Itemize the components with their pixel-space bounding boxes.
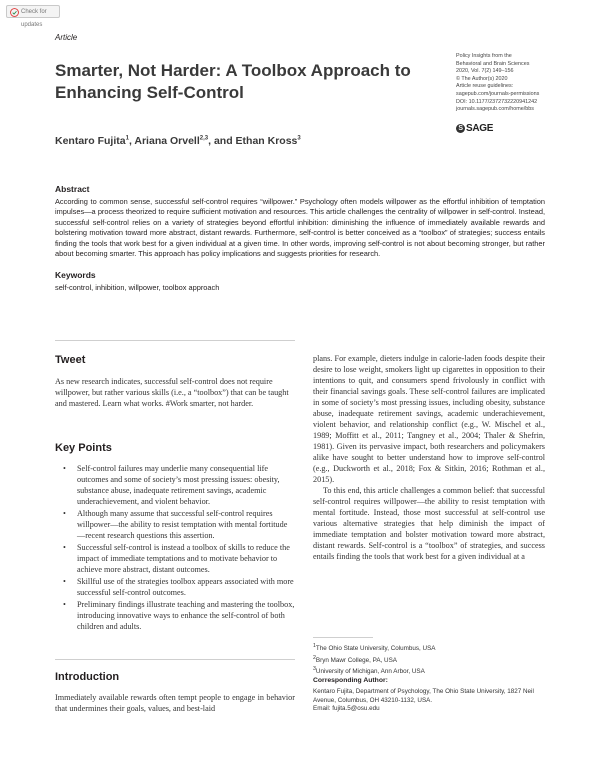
- section-divider: [55, 340, 295, 341]
- keywords-text: self-control, inhibition, willpower, toolbox approach: [55, 283, 220, 292]
- abstract-text: According to common sense, successful self-control requires “willpower.” Psychology often models willpower as the effortful inhibition of temptation impulses—a process theorized to require sufficient motivation and resources. This article challenges the centrality of willpower in self-control. Instead, successful self-control relies on a variety of strategies beyond effortful inhibition: diminishing the influence of immediately available rewards and bolstering motivation toward more abstract, distant rewards. Furthermore, self-control is better conceived as a “toolbox” of strategies; success entails finding the tools that work best for a given individual at a given time. In other words, improving self-control is not about becoming stronger, but rather about becoming smarter. This approach has policy implications and suggests priorities for research.: [55, 197, 545, 259]
- journal-line: Article reuse guidelines:: [456, 83, 514, 90]
- affiliation-text: Bryn Mawr College, PA, USA: [315, 656, 397, 664]
- tweet-heading: Tweet: [55, 354, 86, 366]
- keywords-heading: Keywords: [55, 270, 96, 280]
- tweet-text: As new research indicates, successful self-control does not require willpower, but rather various skills (i.e., a “toolbox”) that can be taught and mastered. Learn what works. #Work smarter, not harder.: [55, 377, 289, 408]
- check-for-updates-badge[interactable]: [6, 5, 60, 28]
- journal-home-link[interactable]: journals.sagepub.com/home/bbs: [456, 106, 534, 113]
- affiliation-text: The Ohio State University, Columbus, USA: [315, 645, 436, 653]
- affiliation-marker: 2: [313, 654, 316, 661]
- body-paragraph: To this end, this article challenges a common belief: that successful self-control requires willpower—the ability to resist temptation with mental fortitude. Instead, those most successful at self-control use various alternative strategies that help diminish the impact of immediate temptation and bolster motivation toward more abstract, distant rewards. Self-control is a “toolbox” of strategies, and success entails finding the tools that work best for a given individual at a: [313, 486, 545, 561]
- key-point-item: • Preliminary findings illustrate teaching and mastering the toolbox, introducing innovative ways to enhance the self-control of both children and adults.: [63, 599, 295, 632]
- affiliation-marker: 1: [313, 643, 316, 649]
- corresponding-email[interactable]: Email: fujita.5@osu.edu: [313, 705, 380, 713]
- article-type-label: Article: [55, 33, 78, 42]
- journal-link[interactable]: sagepub.com/journals-permissions: [456, 90, 540, 97]
- badge-label: Check for updates: [21, 9, 47, 28]
- key-points-heading: Key Points: [55, 442, 112, 454]
- author-connector: , and: [208, 135, 236, 147]
- crossmark-icon: [10, 8, 19, 17]
- article-title: Smarter, Not Harder: A Toolbox Approach to Enhancing Self-Control: [55, 61, 411, 102]
- key-points-list: [63, 463, 295, 633]
- publisher-logo: [456, 123, 493, 134]
- corresponding-author-heading: Corresponding Author:: [313, 677, 388, 684]
- affiliation-text: University of Michigan, Ann Arbor, USA: [315, 668, 425, 676]
- author-line: Kentaro Fujita$^1$, Ariana Orvell$^{2,3}$, and Ethan Kross$^3$: [55, 135, 301, 147]
- corresponding-author-info: [313, 688, 545, 714]
- journal-line: Behavioral and Brain Sciences: [456, 60, 530, 67]
- key-point-item: • Although many assume that successful self-control requires willpower—the ability to resist temptation with mental fortitude—recent research questions this assertion.: [63, 508, 295, 541]
- journal-line: 2020, Vol. 7(2) 149–156: [456, 68, 514, 75]
- journal-line: Policy Insights from the: [456, 53, 512, 59]
- author-affiliation-marker: 1: [125, 135, 129, 142]
- key-point-item: • Self-control failures may underlie many consequential life outcomes and some of society’s most pressing issues: obesity, substance abuse, inadequate retirement savings, academic underachievement, and violent behavior.: [63, 463, 295, 507]
- introduction-heading: Introduction: [55, 671, 120, 683]
- key-point-item: • Skillful use of the strategies toolbox appears associated with more successful self-control outcomes.: [63, 576, 295, 598]
- author-name: Kentaro Fujita: [55, 135, 126, 147]
- body-text-column: [313, 353, 545, 562]
- affiliation-marker: 3: [313, 666, 316, 673]
- body-paragraph: plans. For example, dieters indulge in calorie-laden foods despite their desire to lose weight, smokers light up cigarettes in opposition to their intentions to quit, and consumers spend frivolously in conflict with their financial savings goals. These self-control failures are implicated in some of society’s most pressing issues, including obesity, substance abuse, inadequate retirement savings, academic underachievement, violent behavior, and relationship conflict (e.g., W. Mischel et al., 1989; Moffitt et al., 2011; Tangney et al., 2004; Thaler & Shefrin, 1981). Given its pervasive impact, both researchers and policymakers alike have sought to better understand how to improve self-control (e.g., Duckworth et al., 2018; Fox & Sitkin, 2016; Rothman et al., 2015).: [313, 354, 545, 484]
- author-affiliation-marker: 2,3: [199, 135, 209, 142]
- footnote-divider: [313, 637, 373, 638]
- affiliations: [313, 642, 545, 677]
- corresponding-address: Kentaro Fujita, Department of Psychology, The Ohio State University, 1827 Neil Avenue, Columbus, OH 43210-1132, USA.: [313, 688, 534, 704]
- journal-info: [456, 53, 596, 114]
- author-affiliation-marker: 3: [297, 135, 301, 142]
- sage-logo-icon: S: [456, 124, 465, 133]
- journal-line: © The Author(s) 2020: [456, 75, 508, 82]
- section-divider: [55, 659, 295, 660]
- key-point-item: • Successful self-control is instead a toolbox of skills to reduce the impact of immediate temptations and to motivate behavior to achieve more abstract, distant outcomes.: [63, 542, 295, 575]
- affiliation-line: [313, 642, 545, 654]
- abstract-heading: Abstract: [55, 184, 90, 194]
- affiliation-line: [313, 654, 545, 666]
- publisher-name: SAGE: [466, 123, 494, 134]
- affiliation-line: [313, 665, 545, 677]
- introduction-text: Immediately available rewards often tempt people to engage in behavior that undermines their goals, values, and best-laid: [55, 693, 295, 713]
- doi-link[interactable]: DOI: 10.1177/2372732220941242: [456, 98, 538, 105]
- author-name: Ethan Kross: [235, 135, 298, 147]
- author-name: Ariana Orvell: [134, 135, 200, 147]
